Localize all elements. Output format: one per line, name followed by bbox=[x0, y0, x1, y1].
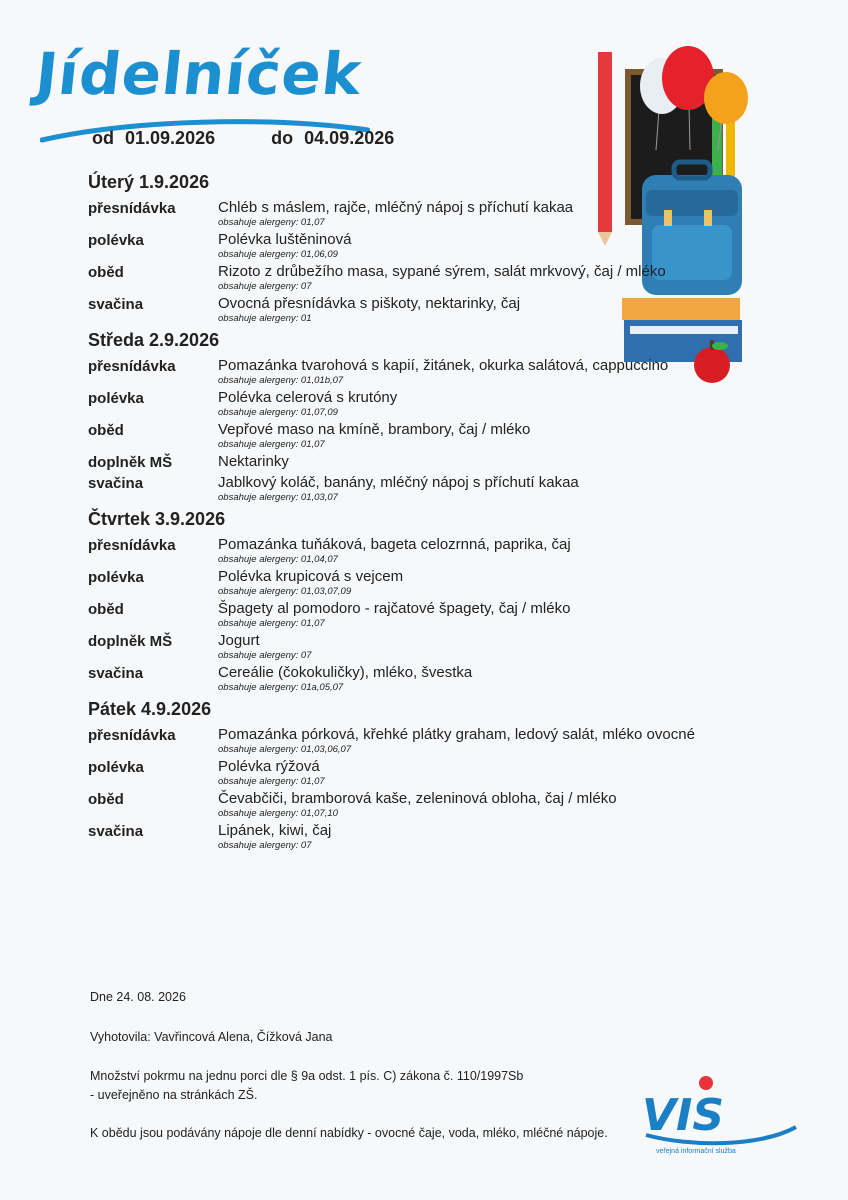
meal-type: přesnídávka bbox=[88, 200, 176, 217]
meal-allergens: obsahuje alergeny: 01,01b,07 bbox=[218, 375, 344, 386]
prepared-by: Vyhotovila: Vavřincová Alena, Čížková Jana bbox=[90, 1030, 333, 1044]
meal-dish: Vepřové maso na kmíně, brambory, čaj / mléko bbox=[218, 421, 531, 438]
to-date: 04.09.2026 bbox=[304, 128, 395, 148]
logo-text: VIS bbox=[642, 1090, 725, 1141]
meal-type: svačina bbox=[88, 823, 144, 840]
meal-dish: Čevabčiči, bramborová kaše, zeleninová obloha, čaj / mléko bbox=[218, 790, 617, 807]
meal-row bbox=[88, 199, 788, 228]
meal-type: oběd bbox=[88, 422, 124, 439]
day-wednesday bbox=[88, 330, 788, 503]
meal-allergens: obsahuje alergeny: 01,07 bbox=[218, 776, 325, 787]
meal-dish: Lipánek, kiwi, čaj bbox=[218, 822, 332, 839]
meal-dish: Chléb s máslem, rajče, mléčný nápoj s příchutí kakaa bbox=[218, 199, 574, 216]
meal-type: přesnídávka bbox=[88, 727, 176, 744]
meal-row bbox=[88, 790, 788, 819]
menu bbox=[88, 172, 788, 857]
date-range bbox=[92, 128, 400, 149]
meal-dish: Nektarinky bbox=[218, 453, 289, 470]
meal-type: oběd bbox=[88, 601, 124, 618]
meal-type: přesnídávka bbox=[88, 537, 176, 554]
meal-allergens: obsahuje alergeny: 01,07 bbox=[218, 439, 325, 450]
day-title: Úterý 1.9.2026 bbox=[88, 172, 210, 192]
published-note-line: - uveřejněno na stránkách ZŠ. bbox=[90, 1088, 258, 1102]
meal-dish: Ovocná přesnídávka s piškoty, nektarinky, čaj bbox=[218, 295, 521, 312]
meal-row bbox=[88, 758, 788, 787]
meal-type: přesnídávka bbox=[88, 358, 176, 375]
meal-row bbox=[88, 263, 788, 292]
meal-dish: Polévka celerová s krutóny bbox=[218, 389, 398, 406]
meal-type: doplněk MŠ bbox=[88, 633, 173, 650]
meal-type: svačina bbox=[88, 475, 144, 492]
day-title: Středa 2.9.2026 bbox=[88, 330, 220, 350]
meal-dish: Polévka krupicová s vejcem bbox=[218, 568, 404, 585]
meal-dish: Pomazánka tvarohová s kapií, žitánek, okurka salátová, cappuccino bbox=[218, 357, 669, 374]
meal-row bbox=[88, 632, 788, 661]
day-tuesday bbox=[88, 172, 788, 324]
meal-row bbox=[88, 568, 788, 597]
meal-allergens: obsahuje alergeny: 01,07,09 bbox=[218, 407, 338, 418]
meal-type: polévka bbox=[88, 232, 144, 249]
logo-dot-icon bbox=[699, 1076, 713, 1090]
meal-type: oběd bbox=[88, 791, 124, 808]
portion-note-line: Množství pokrmu na jednu porci dle § 9a odst. 1 pís. C) zákona č. 110/1997Sb bbox=[90, 1069, 524, 1083]
meal-dish: Pomazánka tuňáková, bageta celozrnná, paprika, čaj bbox=[218, 536, 571, 553]
meal-type: polévka bbox=[88, 569, 144, 586]
meal-allergens: obsahuje alergeny: 01 bbox=[218, 313, 312, 324]
meal-type: oběd bbox=[88, 264, 124, 281]
meal-row bbox=[88, 822, 788, 851]
meal-allergens: obsahuje alergeny: 01,03,06,07 bbox=[218, 744, 352, 755]
meal-row bbox=[88, 231, 788, 260]
meal-row bbox=[88, 600, 788, 629]
day-title: Pátek 4.9.2026 bbox=[88, 699, 212, 719]
portion-note bbox=[90, 1067, 523, 1105]
meal-type: doplněk MŠ bbox=[88, 454, 173, 471]
meal-row bbox=[88, 474, 788, 503]
meal-type: polévka bbox=[88, 390, 144, 407]
meal-allergens: obsahuje alergeny: 01,07 bbox=[218, 618, 325, 629]
meal-allergens: obsahuje alergeny: 01,03,07,09 bbox=[218, 586, 352, 597]
meal-allergens: obsahuje alergeny: 07 bbox=[218, 840, 312, 851]
meal-allergens: obsahuje alergeny: 01,07,10 bbox=[218, 808, 338, 819]
from-date: 01.09.2026 bbox=[125, 128, 216, 148]
day-title: Čtvrtek 3.9.2026 bbox=[88, 509, 226, 529]
from-label: od bbox=[92, 128, 114, 148]
meal-dish: Jogurt bbox=[218, 632, 260, 649]
page-title: Jídelníček bbox=[32, 40, 366, 108]
meal-allergens: obsahuje alergeny: 01,06,09 bbox=[218, 249, 338, 260]
meal-row bbox=[88, 536, 788, 565]
meal-allergens: obsahuje alergeny: 01a,05,07 bbox=[218, 682, 344, 693]
drinks-note: K obědu jsou podávány nápoje dle denní nabídky - ovocné čaje, voda, mléko, mléčné nápoje. bbox=[90, 1126, 608, 1140]
issue-date: Dne 24. 08. 2026 bbox=[90, 990, 186, 1004]
meal-dish: Polévka rýžová bbox=[218, 758, 320, 775]
meal-row bbox=[88, 295, 788, 324]
meal-row bbox=[88, 664, 788, 693]
meal-dish: Cereálie (čokokuličky), mléko, švestka bbox=[218, 664, 473, 681]
meal-row bbox=[88, 357, 788, 386]
meal-row bbox=[88, 389, 788, 418]
meal-allergens: obsahuje alergeny: 07 bbox=[218, 650, 312, 661]
meal-allergens: obsahuje alergeny: 01,04,07 bbox=[218, 554, 338, 565]
logo-tagline: veřejná informační služba bbox=[656, 1148, 736, 1155]
meal-type: svačina bbox=[88, 665, 144, 682]
meal-row bbox=[88, 726, 788, 755]
meal-dish: Rizoto z drůbežího masa, sypané sýrem, salát mrkvový, čaj / mléko bbox=[218, 263, 666, 280]
meal-row bbox=[88, 453, 788, 471]
meal-allergens: obsahuje alergeny: 01,03,07 bbox=[218, 492, 338, 503]
vis-logo bbox=[640, 1075, 800, 1155]
meal-dish: Špagety al pomodoro - rajčatové špagety, čaj / mléko bbox=[218, 600, 571, 617]
day-friday bbox=[88, 699, 788, 851]
meal-allergens: obsahuje alergeny: 01,07 bbox=[218, 217, 325, 228]
to-label: do bbox=[271, 128, 294, 148]
meal-allergens: obsahuje alergeny: 07 bbox=[218, 281, 312, 292]
day-thursday bbox=[88, 509, 788, 693]
meal-dish: Pomazánka pórková, křehké plátky graham, ledový salát, mléko ovocné bbox=[218, 726, 695, 743]
meal-type: polévka bbox=[88, 759, 144, 776]
meal-row bbox=[88, 421, 788, 450]
meal-dish: Polévka luštěninová bbox=[218, 231, 352, 248]
meal-dish: Jablkový koláč, banány, mléčný nápoj s příchutí kakaa bbox=[218, 474, 579, 491]
meal-type: svačina bbox=[88, 296, 144, 313]
